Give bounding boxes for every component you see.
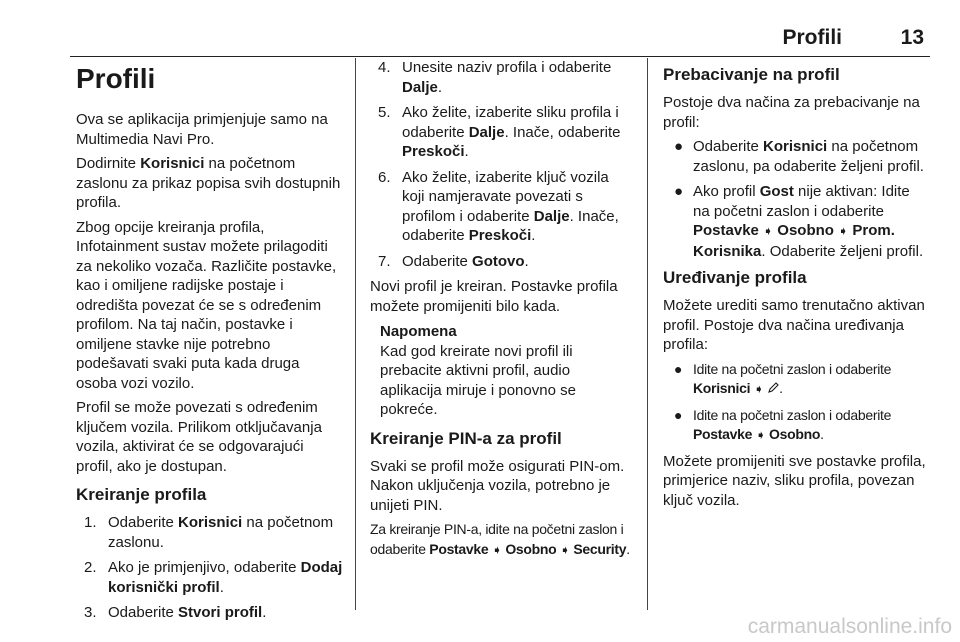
column-right: [663, 58, 927, 515]
page-header: [70, 26, 930, 56]
arrow-icon: ➧: [753, 382, 764, 396]
paragraph-intro: Ova se aplikacija primjenjuje samo na Multimedia Navi Pro.: [76, 111, 328, 148]
header-page-number: 13: [900, 26, 924, 49]
header-rule: [70, 56, 930, 57]
paragraph-edit-intro: Možete urediti samo trenutačno aktivan profil. Postoje dva načina uređivanja profila:: [663, 297, 925, 353]
arrow-icon: ➧: [491, 542, 502, 557]
create-steps-list: [76, 513, 344, 623]
bullet-icon: ●: [674, 360, 683, 377]
heading-create-profile: Kreiranje profila: [76, 485, 207, 504]
paragraph-pin-intro: Svaki se profil može osigurati PIN-om. Nakon uključenja vozila, potrebno je unijeti PIN.: [370, 457, 625, 514]
column-left: [76, 58, 344, 629]
list-item: 2. Ako je primjenjivo, odaberite Dodaj korisnički profil.: [84, 559, 343, 596]
paragraph-edit-all: Možete promijeniti sve postavke profila, primjerice naziv, sliku profila, povezan ključ vozila.: [663, 452, 926, 509]
column-divider: [647, 58, 648, 610]
paragraph-pin-path: Za kreiranje PIN-a, idite na početni zaslon i odaberite Postavke ➧ Osobno ➧ Security.: [370, 521, 630, 557]
paragraph-key-link: Profil se može povezati s određenim ključem vozila. Prilikom otključavanja vozila, aktivirat će se odgovarajući profil, ako je dostupan.: [76, 399, 322, 475]
edit-bullets: [663, 360, 927, 446]
paragraph-switch-intro: Postoje dva načina za prebacivanje na profil:: [663, 94, 920, 131]
paragraph-create-option: Zbog opcije kreiranja profila, Infotainment sustav možete prilagoditi za nekoliko vozača. Različite postavke, kao i omiljene radijske postaje i odredišta povezat će se s određenim profilom. Na taj način, postavke i omiljene stavke nije potrebno podešavati svaki puta kada druga osoba vozi vozilo.: [76, 218, 337, 392]
bullet-icon: ●: [674, 183, 684, 200]
list-item: 7. Odaberite Gotovo.: [378, 252, 529, 270]
heading-switch-profile: Prebacivanje na profil: [663, 65, 840, 84]
list-item: 5. Ako želite, izaberite sliku profila i odaberite Dalje. Inače, odaberite Preskoči.: [378, 104, 621, 160]
column-middle: [370, 58, 632, 565]
paragraph-users: Dodirnite Korisnici na početnom zaslonu za prikaz popisa svih dostupnih profila.: [76, 155, 341, 211]
arrow-icon: ➧: [755, 428, 766, 442]
list-item: 6. Ako želite, izaberite ključ vozila koji namjeravate povezati s profilom i odaberite Dalje. Inače, odaberite Preskoči.: [378, 168, 619, 244]
list-item: ● Idite na početni zaslon i odaberite Postavke ➧ Osobno.: [674, 406, 892, 442]
list-item: ● Idite na početni zaslon i odaberite Korisnici ➧ .: [674, 360, 892, 396]
heading-create-pin: Kreiranje PIN-a za profil: [370, 428, 562, 448]
pencil-icon: [767, 382, 779, 394]
create-steps-list-continued: [370, 58, 632, 271]
paragraph-new-profile: Novi profil je kreiran. Postavke profila možete promijeniti bilo kada.: [370, 278, 618, 315]
arrow-icon: ➧: [560, 542, 570, 557]
bullet-icon: ●: [674, 138, 684, 155]
list-item: 3. Odaberite Stvori profil.: [84, 604, 267, 621]
watermark: carmanualsonline.info: [747, 615, 952, 638]
note-box: [380, 322, 632, 420]
list-item: 1. Odaberite Korisnici na početnom zaslonu.: [84, 514, 334, 551]
list-item: ● Ako profil Gost nije aktivan: Idite na početni zaslon i odaberite Postavke ➧ Osobno ➧ Prom. Korisnika. Odaberite željeni profil.: [674, 183, 924, 260]
bullet-icon: ●: [674, 406, 683, 423]
arrow-icon: ➧: [838, 224, 849, 238]
note-title: Napomena: [380, 323, 457, 340]
page-title: Profili: [76, 63, 156, 94]
heading-edit-profile: Uređivanje profila: [663, 268, 807, 287]
header-section-title: Profili: [782, 26, 842, 49]
note-text: Kad god kreirate novi profil ili prebacite aktivni profil, audio aplikacija miruje i ponovno se pokreće.: [380, 342, 576, 418]
arrow-icon: ➧: [763, 224, 774, 238]
list-item: 4. Unesite naziv profila i odaberite Dalje.: [378, 59, 612, 96]
list-item: ● Odaberite Korisnici na početnom zaslonu, pa odaberite željeni profil.: [674, 138, 924, 175]
switch-bullets: [663, 137, 927, 261]
column-divider: [355, 58, 356, 610]
